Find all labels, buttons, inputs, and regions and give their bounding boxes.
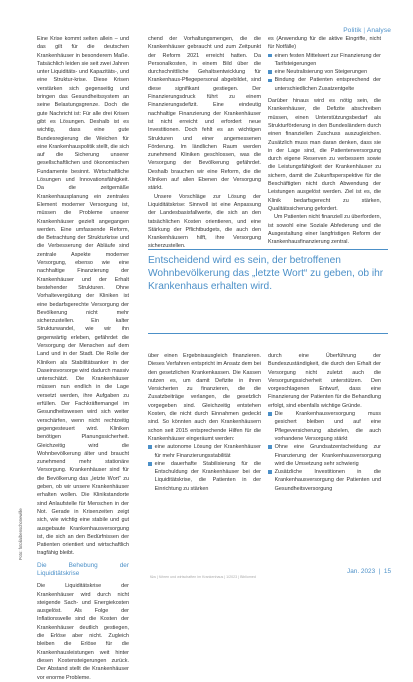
col2b-paragraph-1: über einen Ergebnisausgleich finanzieren. Dieses Verfahren entspricht im Ansatz dem bei den gesetzlichen Krankenkassen. Die Kassen nutzen es, um damit Defizite in ihren Versicherten zu finanzieren, die die Zusatzbeiträge verlangen, die gesetzlich vorgegeben sind. Gleichzeitig entstehen Kosten, die nicht durch Einnahmen gedeckt sind. So könnten auch den Krankenhäusern schon seit 2015 entsprechende Hilfen für die Krankenhäuser eingeräumt werden: <box>148 353 261 442</box>
col3-paragraph-3: Um Patienten nicht finanziell zu überfordern, ist sowohl eine Soziale Abfederung und die Ausgestaltung einer langfristigen Reform der Krankenhausfinanzierung zentral. <box>268 214 381 246</box>
col3-paragraph-2: Darüber hinaus wird es nötig sein, die Krankenhäuser, die Defizite abschreiben müssen, einen Unterstützungsbedarf als Strukturförderung in den Bundesländern durch einen finanziellen Zuschuss auszugleichen. Zusätzlich muss man daran denken, dass sie in der Lage sind, die Patientenversorgung durch eigene Reserven zu verbessern sowie die Leistungsfähigkeit der Krankenhäuser zu sichern, damit die Zukunftsperspektive für die Beschäftigten nicht durch Abwendung der Leistungen ausgelöst werden. Ziel ist es, die Klinik bedarfsgerecht zu stärken, Qualitätssicherung gefordert. <box>268 98 381 212</box>
bullet-square-icon <box>268 70 272 74</box>
col3-bullet: Bindung der Patienten entsprechend der unterschiedlichen Zusatzentgelte <box>268 76 381 93</box>
col3b-bullet: Ohne eine Grundsatzentscheidung zur Finanzierung der Krankenhausversorgung wird die Umsetzung sehr schwierig <box>268 443 381 468</box>
column-1 <box>37 35 129 681</box>
page-number: Jan. 2023 | 15 <box>347 568 391 575</box>
column-2-bottom <box>148 352 261 493</box>
col3-bullet: einen festen Mittelwert zur Finanzierung der Tarifsteigerungen <box>268 52 381 69</box>
col3b-paragraph-1: durch eine Überführung der Bundeszuständigkeit, die durch den Erhalt der Versorgung nicht zuletzt auch die Versorgungssicherheit unterstützen. Den vorgeschlagenen Entwurf, dass eine Finanzierung der Patienten für die Behandlung erfolgt, sind ebenfalls wichtige Gründe. <box>268 353 381 409</box>
section-separator: | <box>363 27 366 34</box>
pull-quote-rule <box>148 333 388 334</box>
column-3-bottom <box>268 352 381 493</box>
col3-bullet: eine Neutralisierung von Steigerungen <box>268 68 381 76</box>
bullet-square-icon <box>148 445 152 449</box>
column-3-top <box>268 35 381 244</box>
col3b-bullet: Die Krankenhausversorgung muss gesichert bleiben und auf eine Pflegeversicherung abzielen, die auch vorhandene Versorgung stärkt <box>268 410 381 443</box>
col2b-bullet: eine autonome Lösung der Krankenhäuser für mehr Finanzierungsstabilität <box>148 443 261 460</box>
col1-paragraph-2: Die Liquiditätskrise der Krankenhäuser wird durch nicht steigende Sach- und Energiekosten ausgelöst. Als Folge der Inflationswelle sind die Kosten der Krankenhäuser deutlich gestiegen, die Erlöse aber nicht. Zugleich bleiben die Erlöse für die Krankenhausleistungen weit hinter diesen Kostensteigerungen zurück. Der Abstand stellt die Krankenhäuser vor enorme Probleme. <box>37 583 129 681</box>
col2b-bullet: eine dauerhafte Stabilisierung für die Entschuldung der Krankenhäuser bei der Liquiditätskrise, die Patienten in der Einrichtung zu stärken <box>148 460 261 493</box>
page-footer: f&w | führen und wirtschaften im Krankenhaus | 1/2023 | Bibliomed <box>150 575 256 579</box>
subsection-label: Analyse <box>366 27 391 34</box>
section-header <box>343 27 391 34</box>
col3b-bullet: Zusätzliche Investitionen in die Krankenhausversorgung der Patienten und Gesundheitsversorgung <box>268 468 381 493</box>
subheading-liquidity: Die Behebung der Liquiditätskrise <box>37 561 129 577</box>
bullet-square-icon <box>268 470 272 474</box>
photo-credit: Foto: fotolia/benschonewille <box>18 508 23 560</box>
page-number-value: 15 <box>383 568 391 575</box>
bullet-square-icon <box>268 54 272 58</box>
col2-paragraph-1: chend der Vorhaltungsmengen, die die Krankenhäuser gebraucht und zum Zeitpunkt der Reform 2021 erreicht hatten. Da Personalkosten, in einem Bild über die durchschnittliche Gehaltsentwicklung für Krankenhaus-Pflegepersonal abgebildet, sind diese signifikant gestiegen. Der Finanzierungsdruck führt zu einem Finanzierungsdefizit. Eine eindeutig nachhaltige Finanzierung der Krankenhäuser ist nicht erreicht und erfordert neue Investitionen. Doch fehlt es an wichtigen Strukturen und einer angemessenen Förderung. Im ländlichen Raum werden zunehmend Kliniken geschlossen, was die Versorgung der Bevölkerung gefährdet. Deshalb brauchen wir eine Reform, die die Kliniken auf allen Ebenen der Versorgung stärkt. <box>148 36 261 192</box>
col2-paragraph-2: Unsere Vorschläge zur Lösung der Liquiditätskrise: Sinnvoll ist eine Anpassung der Landesbasisfallwerte, die sich an den tatsächlichen Kosten orientieren, und eine Stärkung der Pflichtbudgets, die auch den Krankenhäusern hilft, ihre Versorgung sicherzustellen. <box>148 193 261 250</box>
bullet-square-icon <box>148 462 152 466</box>
section-label: Politik <box>343 27 362 34</box>
col3-paragraph-1: es (Anwendung für die aktive Eingriffe, nicht für Notfälle) <box>268 36 381 51</box>
bullet-square-icon <box>268 79 272 83</box>
column-2-top <box>148 35 261 250</box>
pull-quote: Entscheidend wird es sein, der betroffenen Wohnbevölkerung das „letzte Wort“ zu geben, ob ihr Krankenhaus erhalten wird. <box>148 249 388 294</box>
issue-date: Jan. 2023 <box>347 568 376 575</box>
bullet-square-icon <box>268 412 272 416</box>
bullet-square-icon <box>268 445 272 449</box>
col1-paragraph-1: Eine Krise kommt selten allein – und das gilt für die deutschen Krankenhäuser in besonderem Maße. Tatsächlich leiden sie seit zwei Jahren unter Liquiditäts- und Kapazitäts-, und eine Struktur-krise. Diese Krisen verstärken sich gegenseitig und bringen das Gesundheitssystem an seine Belastungsgrenze. Doch die gute Nachricht ist: Für alle drei Krisen gibt es Lösungen. Deshalb ist es wichtig, dass eine gute Bundesregierung die Weichen für eine Krankenhauspolitik stellt, die sich auf die Sicherung unserer gesellschaftlichen und ökonomischen Fundamente besinnt. Wirtschaftliche Lösungen und Innovationsfähigkeit. Da die zeitgemäße Krankenhausplanung ein zentrales Element moderner Versorgung ist, müssen die Probleme unserer Krankenhäuser gezielt angegangen werden. Eine umfassende Reform, die Betrachtung der Strukturkrise und die Verbesserung der Abläufe sind zentrale Aspekte moderner Versorgung, ebenso wie eine nachhaltige Finanzierung der Krankenhäuser und der Erhalt bestehender Strukturen. Ohne Vorhaltevergütung der Kliniken ist eine bedarfsgerechte Versorgung der Bevölkerung nicht mehr sicherzustellen. Ein kalter Strukturwandel, wie wir ihn gegenwärtig erleben, gefährdet die Versorgung der Menschen auf dem Land und in der Stadt. Die Rolle der Kliniken als Stabilitätsanker in der Daseinsvorsorge wird dadurch massiv unterschätzt. Die Krankenhäuser müssen nun endlich in die Lage versetzt werden, ihre Aufgaben zu erfüllen. Der Fachkräftemangel im Gesundheitswesen wird sich weiter verschärfen, wenn nicht rechtzeitig gegengesteuert wird. Kliniken benötigen Planungssicherheit. Gleichzeitig wird die Wohnbevölkerung älter und braucht zunehmend mehr stationäre Versorgung. Krankenhäuser sind für die Bevölkerung das „letzte Wort“ zu geben, ob wir unsere Krankenhäuser erhalten wollen. Die Klinikstandorte sind Anlaufstelle für Menschen in der Not. Gerade in Krisenzeiten zeigt sich, wie wichtig eine stabile und gut ausgebaute Krankenhausversorgung ist, die sich an den Bedürfnissen der Patienten orientiert und wirtschaftlich tragfähig bleibt. <box>37 36 129 557</box>
